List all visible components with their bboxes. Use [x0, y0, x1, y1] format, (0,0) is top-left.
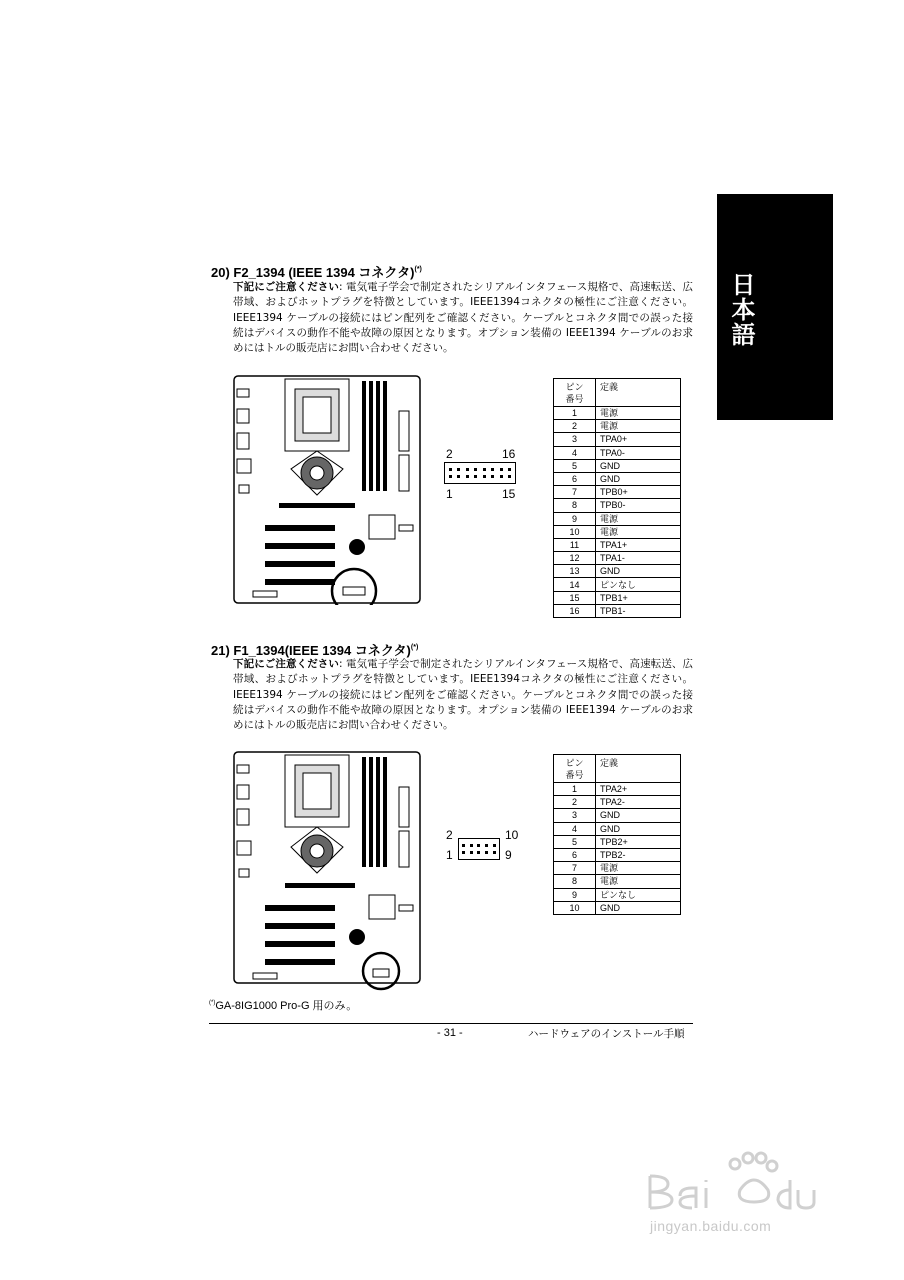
watermark-url: jingyan.baidu.com [650, 1218, 772, 1234]
table-row [554, 862, 681, 875]
pin-definition-cell: TPA2- [596, 796, 681, 809]
pin-number-cell: 10 [554, 901, 596, 914]
table-row [554, 433, 681, 446]
pin-definition-cell: GND [596, 822, 681, 835]
table-row [554, 538, 681, 551]
pin-dot [500, 468, 503, 471]
pin-number-cell: 5 [554, 835, 596, 848]
table-row [554, 472, 681, 485]
ieee1394-pin-header-10 [458, 838, 500, 860]
pin-definition-cell: ピンなし [596, 888, 681, 901]
section-20-paragraph: 下記にご注意ください: 電気電子学会で制定されたシリアルインタフェース規格で、高速転送、広帯域、およびホットプラグを特徴としています。IEEE1394コネクタの極性にご注意ください。IEEE1394 ケーブルの接続にはピン配列をご確認ください。ケーブルとコネクタ間での誤った接続はデバイスの動作不能や故障の原因となります。オプション装備の IEEE1394 ケーブルのお求めにはトルの販売店にお問い合わせください。 [233, 281, 694, 355]
pin-table-21 [553, 754, 681, 915]
pin-definition-cell: 電源 [596, 420, 681, 433]
pin-definition-cell: TPA1- [596, 552, 681, 565]
pin-definition-cell: TPB1+ [596, 591, 681, 604]
footer-divider [209, 1023, 693, 1024]
footer-chapter-title: ハードウェアのインストール手順 [528, 1028, 685, 1040]
pin-table-20 [553, 378, 681, 618]
pin-number-cell: 12 [554, 552, 596, 565]
pin-number-cell: 10 [554, 525, 596, 538]
table-row [554, 512, 681, 525]
table-row [554, 446, 681, 459]
pin-dot [474, 475, 477, 478]
table-row [554, 604, 681, 617]
pin-dot [474, 468, 477, 471]
pin-definition-cell: TPB2- [596, 848, 681, 861]
pin-definition-cell: TPB1- [596, 604, 681, 617]
table-row [554, 420, 681, 433]
pin-dot [508, 475, 511, 478]
pin-number-cell: 15 [554, 591, 596, 604]
table-row [554, 407, 681, 420]
pin-definition-cell: 電源 [596, 407, 681, 420]
pin-dot [470, 851, 473, 854]
section-21-paragraph: 下記にご注意ください: 電気電子学会で制定されたシリアルインタフェース規格で、高速転送、広帯域、およびホットプラグを特徴としています。IEEE1394コネクタの極性にご注意ください。IEEE1394 ケーブルの接続にはピン配列をご確認ください。ケーブルとコネクタ間での誤った接続はデバイスの動作不能や故障の原因となります。オプション装備の IEEE1394 ケーブルのお求めにはトルの販売店にお問い合わせください。 [233, 658, 694, 732]
pin-number-cell: 8 [554, 499, 596, 512]
pin-column-header: ピン 番号 [554, 379, 596, 407]
pin-number-cell: 13 [554, 565, 596, 578]
table-row [554, 783, 681, 796]
pin-dot [493, 851, 496, 854]
pin-number-cell: 11 [554, 538, 596, 551]
pin-dot [449, 468, 452, 471]
pin-number-cell: 2 [554, 796, 596, 809]
pin-number-cell: 3 [554, 433, 596, 446]
pin-dot [485, 851, 488, 854]
header-21-label-top-left: 2 [446, 828, 453, 842]
pin-definition-cell: 電源 [596, 862, 681, 875]
pin-number-cell: 5 [554, 459, 596, 472]
pin-number-cell: 2 [554, 420, 596, 433]
pin-definition-cell: 電源 [596, 875, 681, 888]
table-row [554, 875, 681, 888]
pin-definition-cell: GND [596, 472, 681, 485]
motherboard-diagram-21 [233, 751, 423, 991]
pin-definition-cell: GND [596, 565, 681, 578]
header-21-label-bottom-left: 1 [446, 848, 453, 862]
table-row [554, 796, 681, 809]
pin-dot [508, 468, 511, 471]
pin-dot [477, 851, 480, 854]
side-tab-label: 日本語 [727, 272, 755, 347]
pin-dot [457, 475, 460, 478]
table-row [554, 901, 681, 914]
table-row [554, 809, 681, 822]
header-20-label-top-right: 16 [502, 447, 516, 461]
pin-dot [493, 844, 496, 847]
page-number: - 31 - [437, 1027, 463, 1039]
pin-dot [483, 468, 486, 471]
pin-dot [500, 475, 503, 478]
pin-number-cell: 7 [554, 486, 596, 499]
pin-dot [462, 851, 465, 854]
pin-number-cell: 8 [554, 875, 596, 888]
pin-number-cell: 16 [554, 604, 596, 617]
pin-number-cell: 1 [554, 783, 596, 796]
pin-number-cell: 9 [554, 512, 596, 525]
pin-number-cell: 3 [554, 809, 596, 822]
pin-number-cell: 4 [554, 446, 596, 459]
table-row [554, 822, 681, 835]
header-21-label-bottom-right: 9 [505, 848, 512, 862]
pin-number-cell: 9 [554, 888, 596, 901]
pin-definition-cell: TPA1+ [596, 538, 681, 551]
header-21-label-top-right: 10 [505, 828, 519, 842]
pin-dot [462, 844, 465, 847]
pin-definition-cell: TPB2+ [596, 835, 681, 848]
header-20-label-top-left: 2 [446, 447, 453, 461]
pin-number-cell: 6 [554, 472, 596, 485]
pin-definition-cell: ピンなし [596, 578, 681, 591]
table-row [554, 591, 681, 604]
table-row [554, 888, 681, 901]
pin-dot [449, 475, 452, 478]
pin-definition-cell: TPA0- [596, 446, 681, 459]
pin-definition-cell: GND [596, 809, 681, 822]
pin-column-header: ピン 番号 [554, 755, 596, 783]
table-row [554, 459, 681, 472]
pin-dot [483, 475, 486, 478]
header-20-label-bottom-right: 15 [502, 487, 516, 501]
motherboard-diagram-20 [233, 375, 423, 605]
pin-number-cell: 4 [554, 822, 596, 835]
pin-dot [491, 475, 494, 478]
pin-definition-cell: 電源 [596, 525, 681, 538]
pin-definition-cell: TPA2+ [596, 783, 681, 796]
pin-number-cell: 1 [554, 407, 596, 420]
pin-definition-cell: 電源 [596, 512, 681, 525]
pin-dot [466, 475, 469, 478]
pin-number-cell: 6 [554, 848, 596, 861]
pin-dot [457, 468, 460, 471]
header-20-label-bottom-left: 1 [446, 487, 453, 501]
footnote: (*)GA-8IG1000 Pro-G 用のみ。 [209, 1000, 358, 1012]
table-row [554, 499, 681, 512]
table-row [554, 848, 681, 861]
pin-definition-cell: TPA0+ [596, 433, 681, 446]
pin-definition-cell: GND [596, 901, 681, 914]
pin-definition-cell: TPB0- [596, 499, 681, 512]
pin-dot [466, 468, 469, 471]
table-row [554, 525, 681, 538]
table-row [554, 578, 681, 591]
pin-dot [477, 844, 480, 847]
table-row [554, 835, 681, 848]
baidu-watermark-logo [640, 1150, 850, 1250]
pin-number-cell: 7 [554, 862, 596, 875]
ieee1394-pin-header-16 [444, 462, 516, 484]
table-row [554, 486, 681, 499]
pin-dot [485, 844, 488, 847]
section-20-title: 20) F2_1394 (IEEE 1394 コネクタ)(*) [211, 265, 422, 280]
pin-dot [470, 844, 473, 847]
section-21-title: 21) F1_1394(IEEE 1394 コネクタ)(*) [211, 643, 419, 658]
table-row [554, 552, 681, 565]
pin-definition-cell: GND [596, 459, 681, 472]
pin-dot [491, 468, 494, 471]
pin-definition-cell: TPB0+ [596, 486, 681, 499]
definition-column-header: 定義 [596, 755, 681, 783]
table-row [554, 565, 681, 578]
definition-column-header: 定義 [596, 379, 681, 407]
pin-number-cell: 14 [554, 578, 596, 591]
